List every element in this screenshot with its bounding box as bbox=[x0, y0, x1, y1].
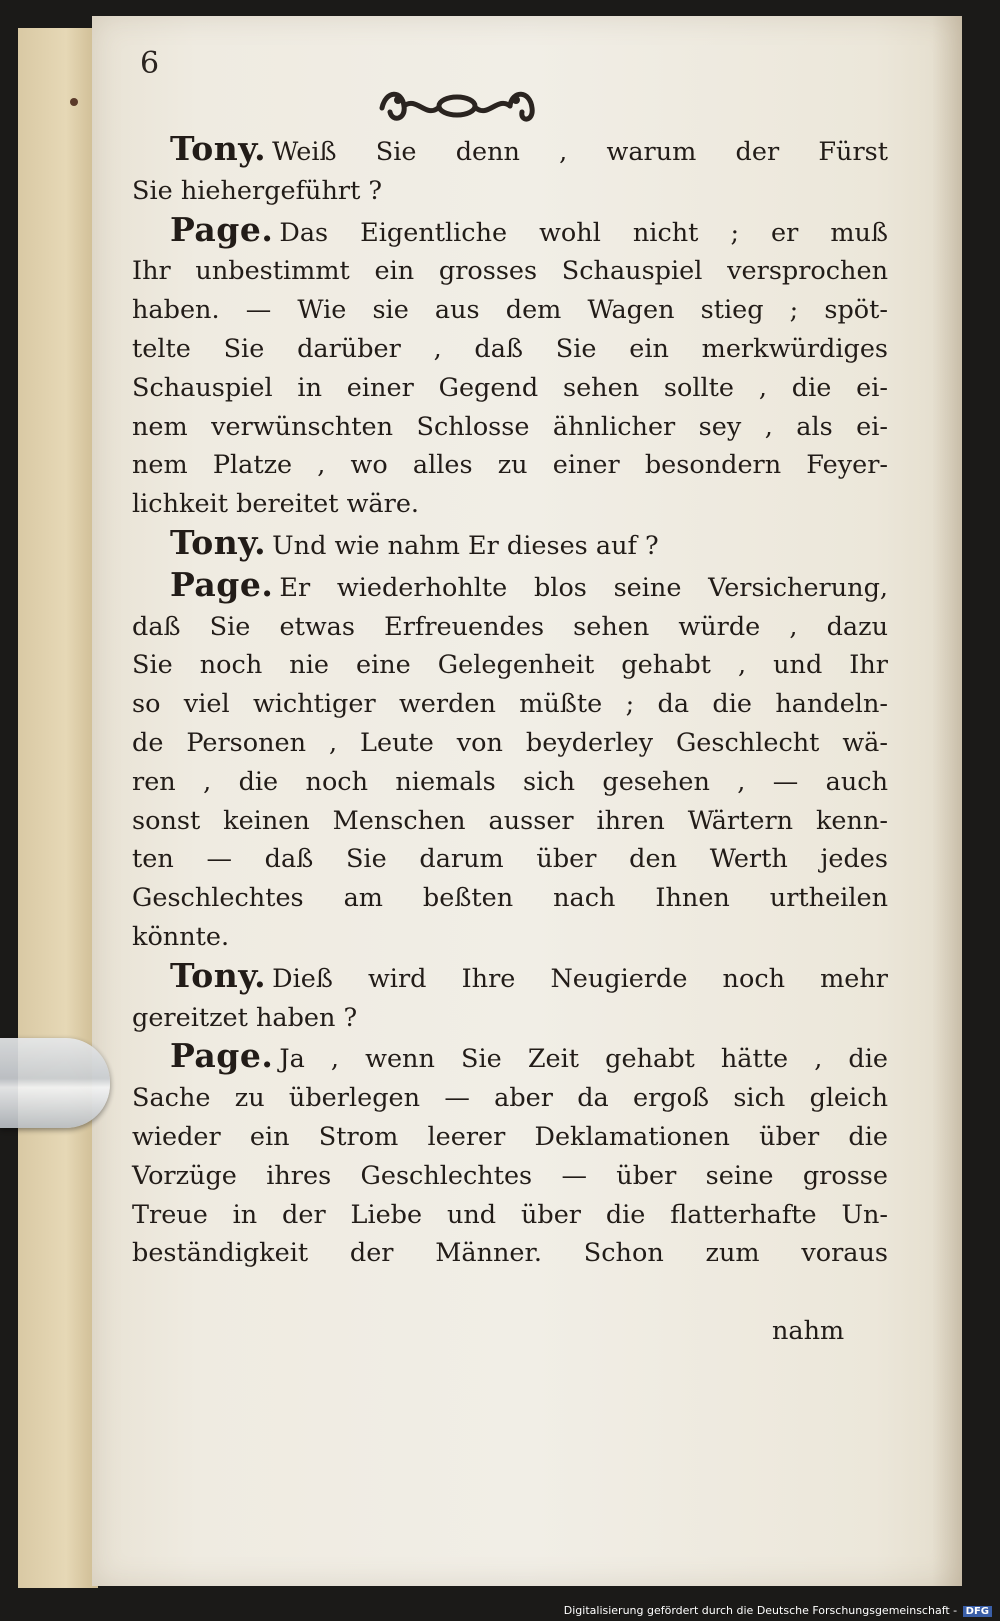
text-line: Geschlechtes am beßten nach Ihnen urtheilen bbox=[132, 883, 888, 914]
dfg-logo-icon: DFG bbox=[963, 1606, 992, 1617]
text-line: beständigkeit der Männer. Schon zum voraus bbox=[132, 1238, 888, 1269]
dialogue-paragraph bbox=[132, 130, 888, 211]
text-line: de Personen , Leute von beyderley Geschlecht wä- bbox=[132, 727, 888, 758]
text-line: Ja , wenn Sie Zeit gehabt hätte , die bbox=[279, 1044, 888, 1075]
dialogue-paragraph bbox=[132, 211, 888, 524]
text-line: Sie noch nie eine Gelegenheit gehabt , und Ihr bbox=[132, 650, 888, 681]
text-line: Treue in der Liebe und über die flatterhafte Un- bbox=[132, 1199, 888, 1230]
text-line: Das Eigentliche wohl nicht ; er muß bbox=[279, 217, 888, 248]
credit-text: Digitalisierung gefördert durch die Deutsche Forschungsgemeinschaft - bbox=[563, 1604, 958, 1617]
text-line: daß Sie etwas Erfreuendes sehen würde , dazu bbox=[132, 611, 888, 642]
text-line: gereitzet haben ? bbox=[132, 1002, 358, 1033]
text-line: so viel wichtiger werden müßte ; da die handeln- bbox=[132, 689, 888, 720]
text-line: Dieß wird Ihre Neugierde noch mehr bbox=[272, 963, 888, 994]
text-line: Sache zu überlegen — aber da ergoß sich gleich bbox=[132, 1083, 888, 1114]
page-clip bbox=[0, 1038, 110, 1128]
speaker-name: Tony. bbox=[170, 522, 267, 562]
text-line: sonst keinen Menschen ausser ihren Wärtern kenn- bbox=[132, 805, 888, 836]
page-edge-shadow bbox=[932, 16, 962, 1586]
speaker-name: Page. bbox=[170, 564, 274, 604]
text-line: haben. — Wie sie aus dem Wagen stieg ; spöt- bbox=[132, 295, 888, 326]
speaker-name: Tony. bbox=[170, 129, 267, 168]
text-line: Vorzüge ihres Geschlechtes — über seine grosse bbox=[132, 1160, 888, 1191]
page-number: 6 bbox=[140, 46, 160, 81]
digitization-credit bbox=[564, 1604, 992, 1617]
speaker-name: Tony. bbox=[170, 955, 267, 995]
speaker-name: Page. bbox=[170, 209, 274, 249]
text-line: Sie hiehergeführt ? bbox=[132, 175, 383, 206]
text-line: lichkeit bereitet wäre. bbox=[132, 489, 420, 520]
previous-page-edge bbox=[18, 28, 98, 1588]
text-line: telte Sie darüber , daß Sie ein merkwürdiges bbox=[132, 333, 888, 364]
text-line: Weiß Sie denn , warum der Fürst bbox=[272, 137, 888, 167]
text-line: ten — daß Sie darum über den Werth jedes bbox=[132, 844, 888, 875]
text-line: nem Platze , wo alles zu einer besondern Feyer- bbox=[132, 450, 888, 481]
text-line: Und wie nahm Er dieses auf ? bbox=[272, 530, 659, 561]
dialogue-paragraph bbox=[132, 957, 888, 1038]
text-line: Ihr unbestimmt ein grosses Schauspiel versprochen bbox=[132, 256, 888, 287]
text-line: Er wiederhohlte blos seine Versicherung, bbox=[279, 572, 888, 603]
text-line: nem verwünschten Schlosse ähnlicher sey , als ei- bbox=[132, 411, 888, 442]
speaker-name: Page. bbox=[170, 1036, 274, 1076]
text-line: wieder ein Strom leerer Deklamationen über die bbox=[132, 1121, 888, 1152]
text-line: könnte. bbox=[132, 921, 230, 952]
dialogue-paragraph bbox=[132, 524, 888, 566]
dialogue-paragraph bbox=[132, 1037, 888, 1273]
dialogue-paragraph bbox=[132, 566, 888, 957]
ornament-icon bbox=[372, 78, 542, 132]
text-line: ren , die noch niemals sich gesehen , — auch bbox=[132, 766, 888, 797]
body-text bbox=[132, 130, 888, 1273]
catchword: nahm bbox=[772, 1316, 845, 1346]
text-line: Schauspiel in einer Gegend sehen sollte , die ei- bbox=[132, 372, 888, 403]
page-spot bbox=[70, 98, 78, 106]
